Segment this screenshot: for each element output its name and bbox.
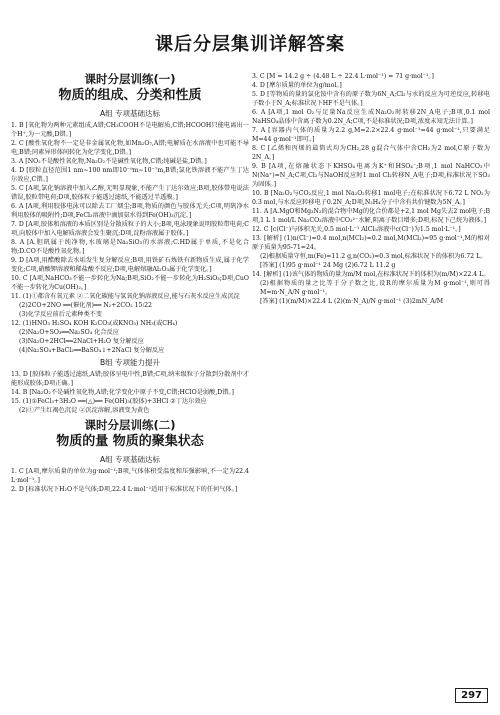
answer-item: 7. D [A项,胶体和溶液的本质区别是分散质粒子的大小;B项,电泳现象说明胶粒带电荷;C项,向胶体中加入电解质溶液会发生聚沉;D项,淀粉溶液属于胶体。] — [11, 221, 249, 237]
left-column — [11, 72, 249, 494]
answer-item: (2)2CO+2NO ══(催化剂)══ N₂+2CO₂ 15∶22 — [19, 302, 152, 309]
answer-item: (2)根据物质的量之比等于分子数之比,设R的摩尔质量为M g·mol⁻¹,则可得M=m·N_A/N g·mol⁻¹。 — [260, 280, 490, 296]
answer-item: 4. D [摩尔质量的单位为g/mol。] — [252, 82, 342, 89]
section-2-subtitle: 物质的量 物质的聚集状态 — [56, 434, 204, 449]
answer-item: 8. C [乙烯和丙烯的最简式均为CH₂,28 g混合气体中含CH₂为2 mol,C原子数为2N_A。] — [252, 145, 490, 161]
answer-item: 4. D [胶粒直径范围1 nm~100 nm即10⁻⁹m~10⁻⁷m,B错;氯化铁溶液不能产生丁达尔效应,C错。] — [11, 167, 249, 183]
answer-item: 8. A [A.胆矾属于纯净物,水玻璃是Na₂SiO₃的水溶液;C.HD属于单质,不是化合物;D.CO不是酸性氧化物。] — [11, 239, 249, 255]
answer-item: 12. C [c(Cl⁻)与体积无关,0.5 mol·L⁻¹ AlCl₃溶液中c(Cl⁻)为1.5 mol·L⁻¹。] — [252, 226, 461, 233]
answer-item: 15. (1)①FeCl₃+3H₂O ══(△)══ Fe(OH)₃(胶体)+3HCl ②丁达尔效应 — [11, 398, 207, 405]
answer-item: 10. B [Na₂O₂与CO₂反应,1 mol Na₂O₂转移1 mol电子;在标准状况下6.72 L NO₂为0.3 mol,与水反应转移电子0.2N_A;D项,N₂H₄分子中含有共价键数为5N_A。] — [252, 190, 490, 206]
answer-item: 10. C [A项,NaHCO₃不能一步转化为Na;B项,SiO₂不能一步转化为H₂SiO₃;D项,CuO不能一步转化为Cu(OH)₂。] — [11, 275, 249, 291]
answer-list-2 — [11, 370, 249, 415]
answer-item: 3. A [NO₂不是酸性氧化物,Na₂O₂不是碱性氧化物,C错;纯碱是盐,D错。] — [11, 158, 207, 165]
section-1-subtitle: 物质的组成、分类和性质 — [58, 88, 202, 103]
answer-item: 1. C [A项,摩尔质量的单位为g·mol⁻¹;B项,气体体积受温度和压强影响,不一定为22.4 L·mol⁻¹。] — [11, 468, 249, 484]
answer-item: 1. B [氧化物为两种元素组成,A错;CH₃COOH不是电解质,C错;HCOOH只能电离出一个H⁺,为一元酸,D错。] — [11, 122, 249, 138]
page-number: 297 — [455, 688, 488, 703]
answer-item: 14. [解析] (1)该气体的物质的量为m/M mol,在标准状况下的体积为(m/M)×22.4 L。 — [252, 271, 490, 278]
answer-item: 9. D [A项,用醋酸除去水垢发生复分解反应;B项,用铁矿石炼铁有新物质生成,属于化学变化;C项,硝酸钾溶液和稀盐酸不反应;D项,电解熔融Al₂O₃属于化学变化。] — [11, 257, 249, 273]
section-1-title: 课时分层训练(一) — [84, 72, 176, 86]
answer-item: 7. A [容器内气体的质量为2.2 g,M=2.2×22.4 g·mol⁻¹=44 g·mol⁻¹,只要满足M=44 g·mol⁻¹即可。] — [252, 127, 490, 143]
answer-list-1 — [11, 121, 249, 355]
group-a2-heading: A组 专项基础达标 — [99, 455, 160, 464]
answer-item: 11. (1)①都含有氧元素 ②二氧化碳能与氢氧化钠溶液反应,能与石灰水反应生成沉淀 — [11, 293, 240, 300]
answer-item: (3)Na₂O+2HCl══2NaCl+H₂O 复分解反应 — [19, 338, 144, 345]
answer-item: 2. D [标准状况下H₂O不是气体;D项,22.4 L·mol⁻¹适用于标准状况下的任何气体。] — [11, 486, 238, 493]
answer-list-right — [252, 72, 490, 306]
answer-item: 12. (1)HNO₃ H₂SO₄ KOH K₂CO₃(或KNO₃) NH₃(或CH₄) — [11, 320, 178, 327]
answer-item: 11. A [A.MgO和Mg₃N₂的混合物中Mg的化合价都是+2,1 mol Mg失去2 mol电子;B项,1 L 1 mol/L Na₂CO₃溶液中CO₃²⁻水解,阴离子数目增多;D项,标况下己烷为液体。] — [252, 208, 490, 224]
group-a-heading: A组 专项基础达标 — [99, 109, 160, 118]
answer-item: 3. C [M = 14.2 g ÷ (4.48 L ÷ 22.4 L·mol⁻¹) = 71 g·mol⁻¹。] — [252, 73, 434, 80]
answer-item: 13. D [胶体粒子能透过滤纸,A错;胶体呈电中性,B错;C项,纳米级粒子分散到分散剂中才能形成胶体;D项正确。] — [11, 371, 249, 387]
answer-item: 9. B [A项,在熔融状态下KHSO₄电离为K⁺和HSO₄⁻;B项,1 mol NaHCO₃中N(Na⁺)=N_A;C项,Cl₂与NaOH反应时1 mol Cl₂转移N_A电子;D项,标准状况下SO₃为固体。] — [252, 163, 490, 188]
answer-list-3 — [11, 467, 249, 494]
answer-item: 14. B [Na₂O₂不是碱性氧化物,A错;化学变化中原子不变,C错;HClO是弱酸,D错。] — [11, 389, 234, 396]
answer-item: [答案] (1)(m/M)×22.4 L (2)(m·N_A)/N g·mol⁻¹ (3)2mN_A/M — [260, 298, 444, 305]
answer-item: (3)化学反应前后元素种类不变 — [19, 311, 103, 318]
answer-item: (4)Na₂SO₄+BaCl₂══BaSO₄↓+2NaCl 复分解反应 — [19, 347, 165, 354]
answer-item: (2)根据质量守恒,m(Fe)=11.2 g,n(CO₂)=0.3 mol,标准状况下的体积为6.72 L。 — [260, 253, 487, 260]
answer-item: 6. A [A项,1 mol O₂与足量Na反应生成Na₂O₂时转移2N_A电子;B项,0.1 mol NaHSO₄晶体中含离子数为0.2N_A;C项,不是标准状况;D项,浓度未知无法计算。] — [252, 109, 490, 125]
section-2-title: 课时分层训练(二) — [84, 418, 176, 432]
answer-item: (2)Na₂O+SO₃══Na₂SO₄ 化合反应 — [19, 329, 119, 336]
group-b-heading: B组 专项能力提升 — [99, 358, 161, 367]
answer-item: 13. [解析] (1)n(Cl⁻)=0.4 mol,n(MCl₂)=0.2 mol,M(MCl₂)=95 g·mol⁻¹,M的相对原子质量为95-71=24。 — [252, 235, 490, 251]
right-column — [252, 72, 490, 306]
answer-item: 6. A [A项,利用胶体电泳可以除去工厂烟尘;B项,物质的颜色与胶体无关;C项,明矾净水利用胶体的吸附性;D项,FeCl₃溶液中滴加氨水得到Fe(OH)₃沉淀。] — [11, 203, 249, 219]
answer-item: (2)①产生红褐色沉淀 ②沉淀溶解,溶液变为黄色 — [19, 407, 150, 414]
answer-item: 5. C [A项,氯化钠溶液中加入乙醇,无明显现象,不能产生丁达尔效应;B项,胶体带电说法错误,胶粒带电荷;D项,胶体粒子能透过滤纸,不能透过半透膜。] — [11, 185, 249, 201]
answer-item: 2. C [酸性氧化物不一定是非金属氧化物,如Mn₂O₇,A错;电解质在水溶液中也可能不导电,B错;同素异形体间转化为化学变化,D错。] — [11, 140, 249, 156]
answer-item: 5. D [等物质的量的氯化铵中含有的原子数为6N_A;Cl₂与水的反应为可逆反应,转移电子数小于N_A;标准状况下HF不是气体。] — [252, 91, 490, 107]
answer-item: [答案] (1)95 g·mol⁻¹ 24 Mg (2)6.72 L 11.2 g — [260, 262, 396, 269]
page-title: 课后分层集训详解答案 — [155, 34, 345, 55]
